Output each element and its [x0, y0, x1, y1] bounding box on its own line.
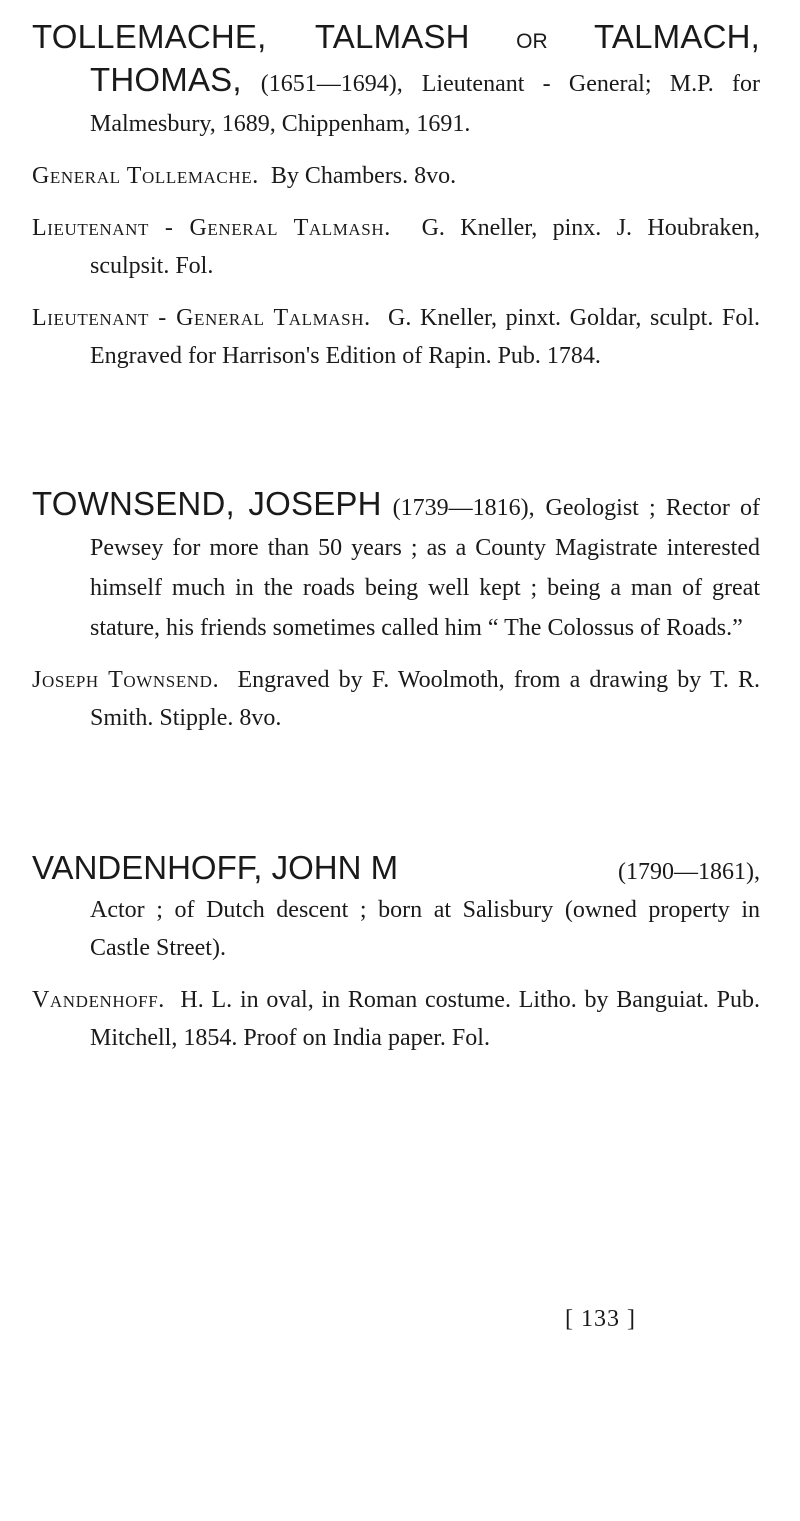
- portrait-item: [32, 157, 760, 195]
- entry-vandenhoff: [32, 849, 760, 1057]
- portrait-details: By Chambers. 8vo.: [270, 163, 457, 189]
- portrait-title: Lieutenant - General Talmash.: [32, 215, 391, 241]
- entry-tollemache: [32, 18, 760, 375]
- entry-heading: [32, 849, 760, 891]
- portrait-title: Lieutenant - General Talmash.: [32, 305, 371, 331]
- entry-heading: [32, 18, 760, 143]
- page-number: [ 133 ]: [565, 1306, 636, 1332]
- portrait-details: Engraved by F. Woolmoth, from a drawing by T. R. Smith. Stipple. 8vo.: [90, 667, 761, 731]
- portrait-title: Joseph Townsend.: [32, 667, 220, 693]
- entry-heading: [32, 485, 760, 647]
- entry-dates: (1739—1816),: [392, 495, 535, 521]
- portrait-details: G. Kneller, pinx. J. Houbraken, sculpsit. Fol.: [90, 215, 761, 279]
- entry-name-or: OR: [516, 30, 548, 53]
- portrait-title: Vandenhoff.: [32, 987, 165, 1013]
- entry-dates: (1790—1861),: [618, 859, 760, 885]
- portrait-details: H. L. in oval, in Roman costume. Litho. by Banguiat. Pub. Mitchell, 1854. Proof on India paper. Fol.: [90, 987, 761, 1051]
- entry-description: Geologist ; Rector of Pewsey for more than 50 years ; as a County Magistrate interested himself much in the roads being well kept ; being a man of great stature, his friends sometimes called him “ The Colossus of Roads.”: [90, 495, 761, 641]
- entry-name-continued: TALMACH, THOMAS,: [90, 18, 761, 98]
- portrait-item: [32, 661, 760, 737]
- entry-description: Actor ; of Dutch descent ; born at Salisbury (owned property in Castle Street).: [90, 897, 760, 961]
- portrait-item: [32, 981, 760, 1057]
- portrait-details: G. Kneller, pinxt. Goldar, sculpt. Fol. Engraved for Harrison's Edition of Rapin. Pub. 1784.: [90, 305, 761, 369]
- portrait-item: [32, 299, 760, 375]
- portrait-item: [32, 209, 760, 285]
- entry-description: Lieutenant - General; M.P. for Malmesbury, 1689, Chippenham, 1691.: [90, 71, 761, 137]
- entry-name: TOLLEMACHE, TALMASH: [32, 18, 470, 55]
- entry-name: VANDENHOFF, JOHN M: [32, 849, 399, 886]
- portrait-title: General Tollemache.: [32, 163, 259, 189]
- entry-dates: (1651—1694),: [260, 71, 403, 97]
- page-body: [32, 18, 760, 1057]
- entry-townsend: [32, 485, 760, 737]
- entry-name: TOWNSEND, JOSEPH: [32, 485, 382, 522]
